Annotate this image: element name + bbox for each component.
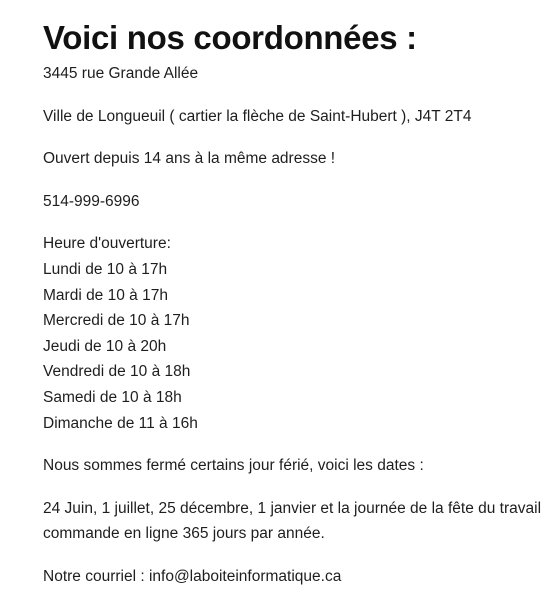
email-line xyxy=(43,564,550,590)
holiday-dates xyxy=(43,496,550,547)
hours-monday: Lundi de 10 à 17h xyxy=(43,260,168,278)
hours-thursday: Jeudi de 10 à 20h xyxy=(43,337,167,355)
email-label: Notre courriel : xyxy=(43,567,149,585)
email-link[interactable]: info@laboiteinformatique.ca xyxy=(148,567,342,585)
open-since-text: Ouvert depuis 14 ans à la même adresse ! xyxy=(43,150,336,168)
address-street: 3445 rue Grande Allée xyxy=(43,65,199,82)
opening-hours xyxy=(43,231,550,436)
holidays-intro: Nous sommes fermé certains jour férié, voici les dates : xyxy=(43,457,424,475)
hours-tuesday: Mardi de 10 à 17h xyxy=(43,286,168,304)
holiday-dates-line-2: commande en ligne 365 jours par année. xyxy=(43,525,325,543)
hours-friday: Vendredi de 10 à 18h xyxy=(43,363,191,381)
address-city: Ville de Longueuil ( cartier la flèche de Saint-Hubert ), J4T 2T4 xyxy=(43,107,472,125)
page-title: Voici nos coordonnées : xyxy=(43,19,417,56)
contact-info-section xyxy=(43,16,550,590)
hours-saturday: Samedi de 10 à 18h xyxy=(43,388,182,406)
opening-hours-title: Heure d'ouverture: xyxy=(43,235,171,253)
holiday-dates-line-1: 24 Juin, 1 juillet, 25 décembre, 1 janvier et la journée de la fête du travail xyxy=(43,499,542,517)
phone-number: 514-999-6996 xyxy=(43,192,140,210)
hours-wednesday: Mercredi de 10 à 17h xyxy=(43,312,190,330)
hours-sunday: Dimanche de 11 à 16h xyxy=(43,414,198,432)
